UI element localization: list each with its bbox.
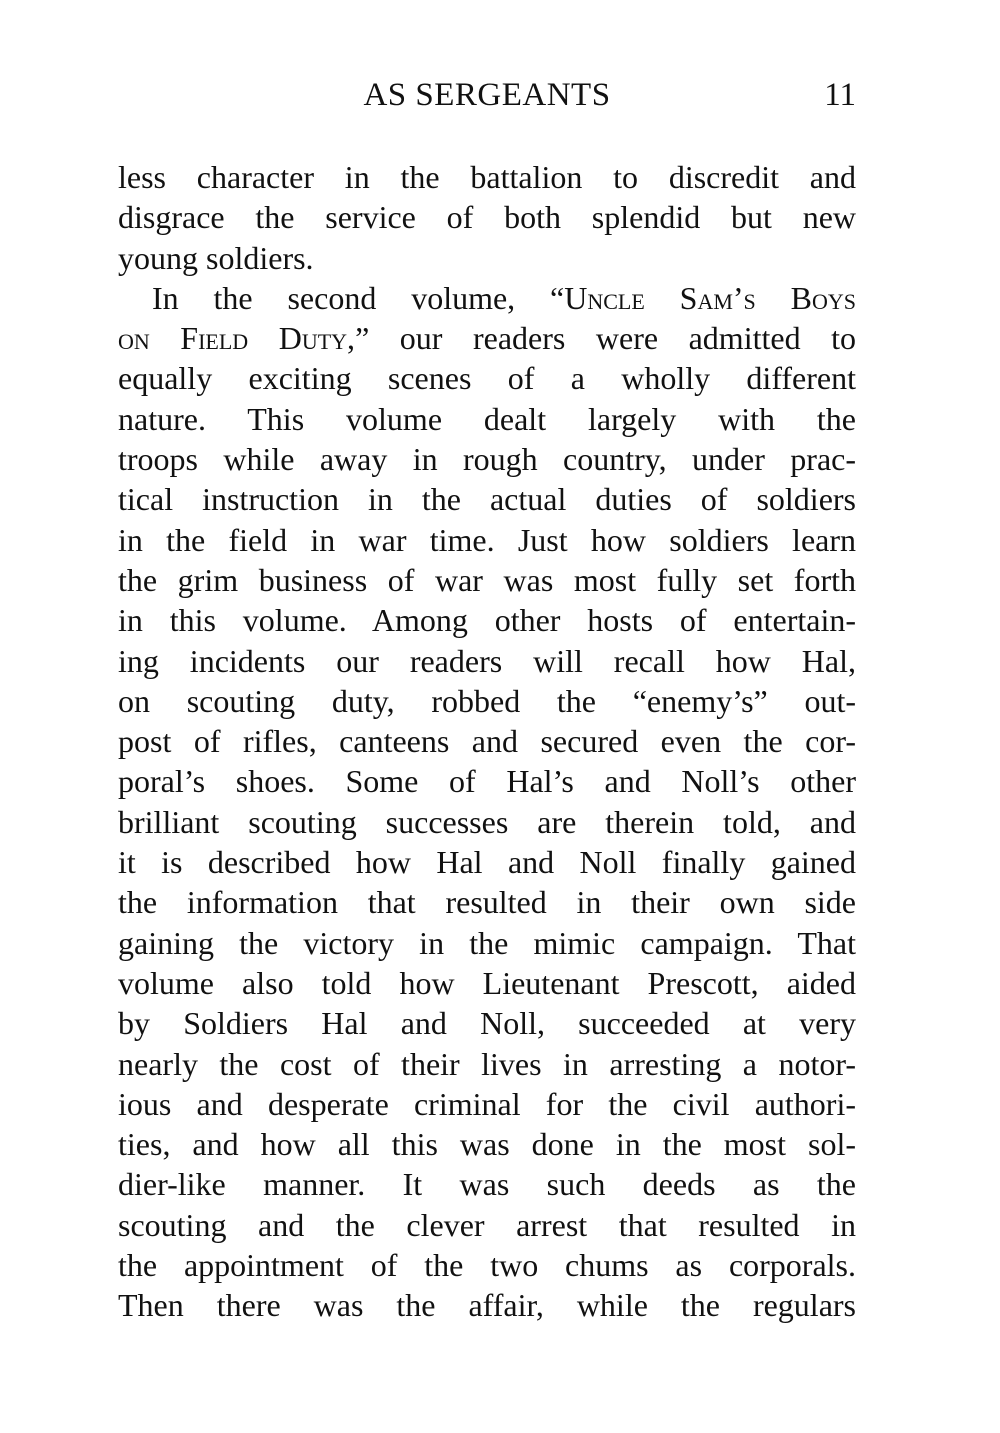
text-line: poral’s shoes. Some of Hal’s and Noll’s other <box>118 763 856 800</box>
text-line: gaining the victory in the mimic campaign. That <box>118 924 856 961</box>
text-line: the information that resulted in their own side <box>118 884 856 921</box>
text-line: disgrace the service of both splendid but new <box>118 199 856 236</box>
text-line: by Soldiers Hal and Noll, succeeded at very <box>118 1005 856 1042</box>
text-line: ties, and how all this was done in the most sol- <box>118 1126 856 1163</box>
book-title-smallcaps: Uncle Sam’s Boys <box>564 279 856 316</box>
running-head-title: AS SERGEANTS <box>363 77 611 113</box>
body-text <box>118 157 856 1326</box>
text-line: tical instruction in the actual duties of soldiers <box>118 481 856 518</box>
text-line: in the field in war time. Just how soldiers learn <box>118 521 856 558</box>
page-number: 11 <box>824 77 856 113</box>
text-line: volume also told how Lieutenant Prescott, aided <box>118 964 856 1001</box>
text-line: brilliant scouting successes are therein told, and <box>118 803 856 840</box>
text-line: dier-like manner. It was such deeds as the <box>118 1166 856 1203</box>
text-line: ious and desperate criminal for the civil authori- <box>118 1085 856 1122</box>
text-line: In the second volume, “Uncle Sam’s Boys <box>152 279 856 316</box>
text-line: in this volume. Among other hosts of entertain- <box>118 602 856 639</box>
text-line: Then there was the affair, while the regulars <box>118 1287 856 1324</box>
text-line: scouting and the clever arrest that resulted in <box>118 1206 856 1243</box>
book-title-smallcaps: on Field Duty, <box>118 320 356 357</box>
text-line: on scouting duty, robbed the “enemy’s” out- <box>118 682 856 719</box>
text-line: the grim business of war was most fully set forth <box>118 561 856 598</box>
text-line: equally exciting scenes of a wholly different <box>118 360 856 397</box>
text-line: nearly the cost of their lives in arresting a notor- <box>118 1045 856 1082</box>
text-line: less character in the battalion to discredit and <box>118 159 856 195</box>
text-line: ing incidents our readers will recall how Hal, <box>118 642 856 679</box>
text-line: it is described how Hal and Noll finally gained <box>118 844 856 881</box>
text-line: post of rifles, canteens and secured even the cor- <box>118 723 856 760</box>
text-line: troops while away in rough country, under prac- <box>118 441 856 478</box>
text-line: the appointment of the two chums as corporals. <box>118 1247 856 1284</box>
text-line: young soldiers. <box>118 239 314 276</box>
text-line: on Field Duty,” our readers were admitted to <box>118 320 856 357</box>
running-head <box>118 72 856 118</box>
text-line: nature. This volume dealt largely with the <box>118 400 856 437</box>
